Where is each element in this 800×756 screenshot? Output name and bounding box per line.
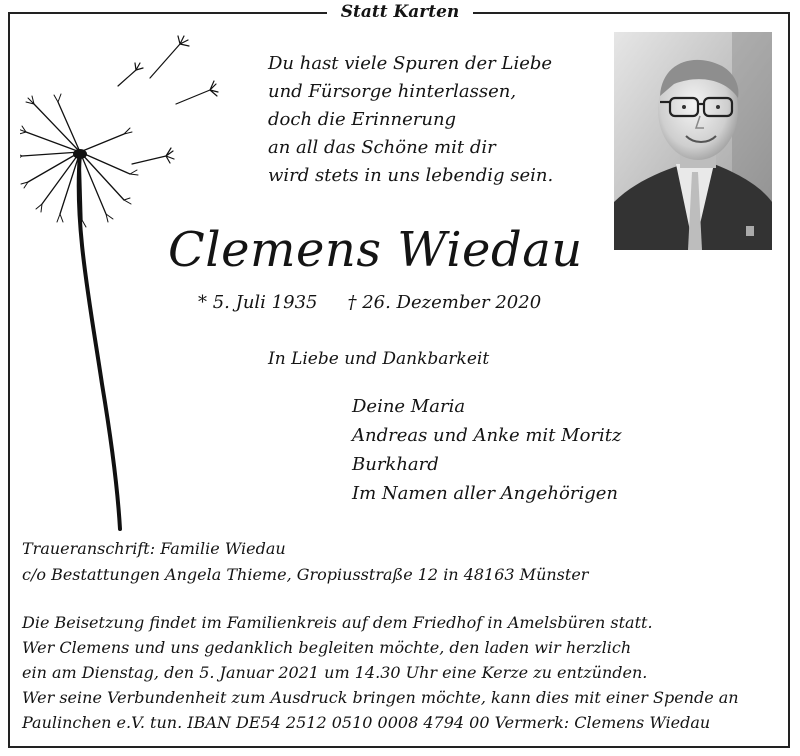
signers-list bbox=[352, 392, 622, 508]
notice-line: ein am Dienstag, den 5. Januar 2021 um 14.30 Uhr eine Kerze zu entzünden. bbox=[22, 663, 648, 682]
header bbox=[0, 0, 800, 24]
burial-notice bbox=[22, 610, 739, 735]
signer: Im Namen aller Angehörigen bbox=[352, 483, 618, 504]
verse-line: Du hast viele Spuren der Liebe bbox=[268, 53, 553, 74]
gratitude-line: In Liebe und Dankbarkeit bbox=[268, 349, 490, 369]
birth-date: * 5. Juli 1935 bbox=[198, 292, 318, 313]
notice-line: Die Beisetzung findet im Familienkreis auf dem Friedhof in Amelsbüren statt. bbox=[22, 613, 653, 632]
verse bbox=[268, 50, 553, 190]
life-dates bbox=[198, 290, 541, 316]
header-label: Statt Karten bbox=[327, 0, 474, 24]
verse-line: wird stets in uns lebendig sein. bbox=[268, 165, 554, 186]
verse-line: doch die Erinnerung bbox=[268, 109, 457, 130]
signer: Burkhard bbox=[352, 454, 439, 475]
verse-line: und Fürsorge hinterlassen, bbox=[268, 81, 517, 102]
signer: Andreas und Anke mit Moritz bbox=[352, 425, 622, 446]
deceased-name: Clemens Wiedau bbox=[168, 222, 583, 278]
address-line: Traueranschrift: Familie Wiedau bbox=[22, 539, 286, 558]
death-date: † 26. Dezember 2020 bbox=[347, 292, 542, 313]
notice-line: Paulinchen e.V. tun. IBAN DE54 2512 0510 0008 4794 00 Vermerk: Clemens Wiedau bbox=[22, 713, 711, 732]
notice-line: Wer seine Verbundenheit zum Ausdruck bringen möchte, kann dies mit einer Spende an bbox=[22, 688, 739, 707]
address-line: c/o Bestattungen Angela Thieme, Gropiusstraße 12 in 48163 Münster bbox=[22, 565, 589, 584]
signer: Deine Maria bbox=[352, 396, 466, 417]
portrait-photo bbox=[614, 32, 772, 250]
verse-line: an all das Schöne mit dir bbox=[268, 137, 496, 158]
notice-line: Wer Clemens und uns gedanklich begleiten möchte, den laden wir herzlich bbox=[22, 638, 632, 657]
mourning-address bbox=[22, 536, 588, 588]
